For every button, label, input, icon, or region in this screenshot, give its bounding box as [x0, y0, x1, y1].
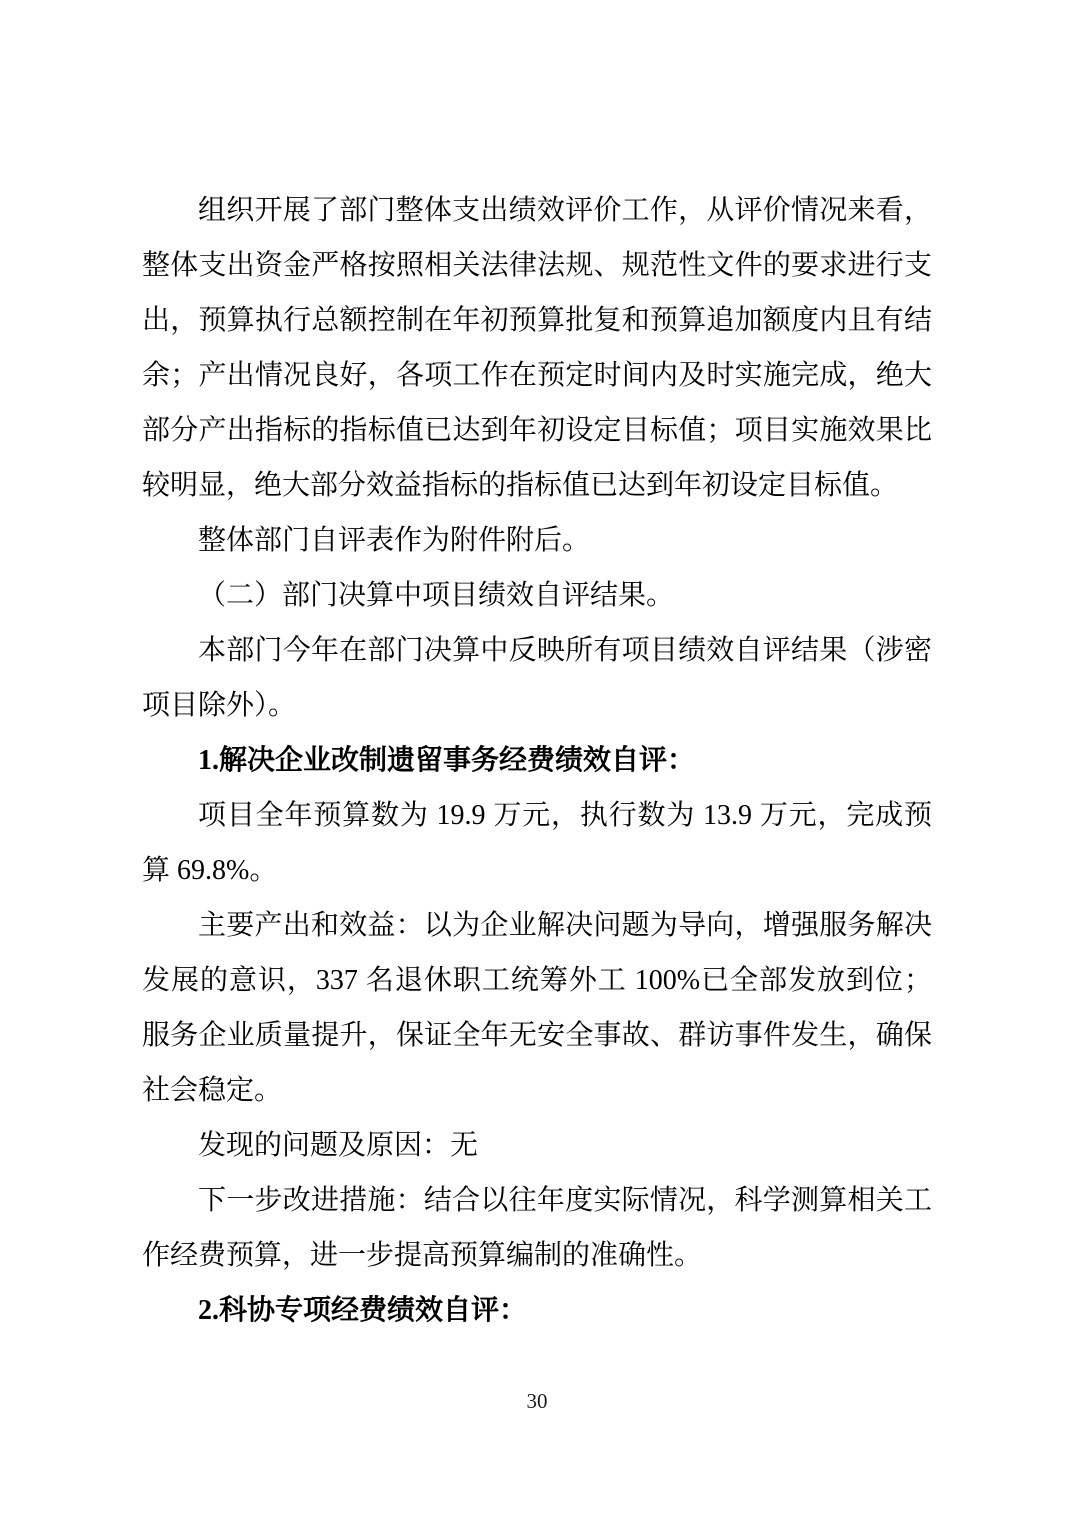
heading-project-1-enterprise-reform-funds: 1.解决企业改制遗留事务经费绩效自评：: [198, 745, 696, 776]
para-project-1-problems-found: 发现的问题及原因：无: [198, 1130, 479, 1161]
para-project-1-outputs-benefits: 主要产出和效益：以为企业解决问题为导向，增强服务解决发展的意识，337 名退休职工统筹外工 100%已全部发放到位；服务企业质量提升，保证全年无安全事故、群访事件发生，确保社会稳定。: [142, 910, 932, 1106]
para-project-1-improvement-measures: 下一步改进措施：结合以往年度实际情况，科学测算相关工作经费预算，进一步提高预算编制的准确性。: [142, 1185, 932, 1271]
heading-project-2-science-association-funds: 2.科协专项经费绩效自评：: [198, 1295, 528, 1326]
para-project-1-budget-execution: 项目全年预算数为 19.9 万元，执行数为 13.9 万元，完成预算 69.8%。: [142, 800, 932, 886]
document-body: [142, 183, 932, 1338]
para-overall-expenditure-evaluation: 组织开展了部门整体支出绩效评价工作，从评价情况来看，整体支出资金严格按照相关法律法规、规范性文件的要求进行支出，预算执行总额控制在年初预算批复和预算追加额度内且有结余；产出情况良好，各项工作在预定时间内及时实施完成，绝大部分产出指标的指标值已达到年初设定目标值；项目实施效果比较明显，绝大部分效益指标的指标值已达到年初设定目标值。: [142, 195, 932, 501]
para-section-2-heading: （二）部门决算中项目绩效自评结果。: [198, 580, 675, 611]
page-number: 30: [526, 1389, 548, 1413]
para-self-eval-table-attachment-note: 整体部门自评表作为附件附后。: [198, 525, 591, 556]
para-project-results-scope-note: 本部门今年在部门决算中反映所有项目绩效自评结果（涉密项目除外）。: [142, 635, 932, 721]
